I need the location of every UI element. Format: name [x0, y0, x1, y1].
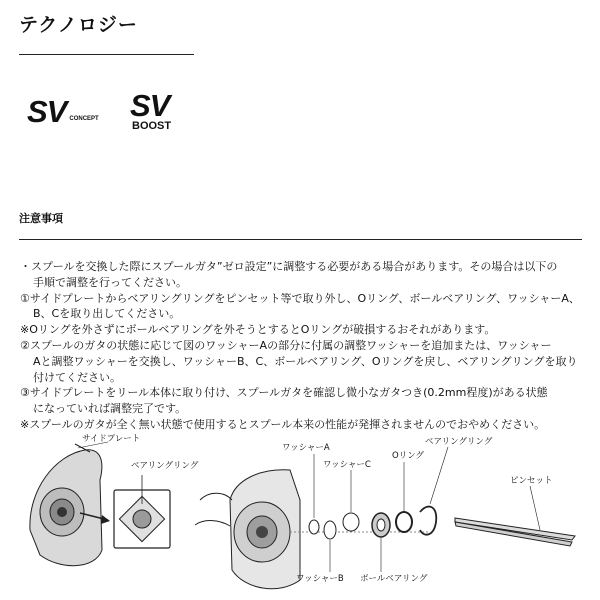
label-tweezers: ピンセット	[510, 476, 553, 486]
o-ring-part	[396, 512, 412, 532]
label-side-plate: サイドプレート	[82, 434, 141, 444]
bearing-ring-inset	[114, 475, 170, 548]
washer-b-part	[324, 521, 336, 539]
sv-concept-logo	[27, 94, 99, 130]
label-washer-c: ワッシャーC	[323, 460, 371, 470]
bearing-ring-part	[420, 507, 436, 535]
note-item: ※Oリングを外さずにボールベアリングを外そうとするとOリングが破損するおそれがあります。	[20, 323, 496, 337]
caution-divider	[19, 239, 582, 240]
note-item: ③サイドプレートをリール本体に取り付け、スプールガタを確認し微小なガタつき(0.2mm程度)がある状態 になっていれば調整完了です。	[20, 386, 548, 416]
washer-a-part	[309, 520, 319, 534]
note-item: ・スプールを交換した際にスプールガタ”ゼロ設定”に調整する必要がある場合があります。その場合は以下の 手順で調整を行ってください。	[20, 260, 558, 289]
reel-body-illustration	[195, 470, 300, 589]
note-item: ②スプールのガタの状態に応じて図のワッシャーAの部分に付属の調整ワッシャーを追加または、ワッシャー Aと調整ワッシャーを交換し、ワッシャーB、C、ボールベアリング、Oリングを戻し、ベアリングリングを取り 付けてください。	[20, 338, 578, 384]
washer-c-part	[343, 513, 359, 531]
sv-boost-logo	[130, 88, 190, 132]
side-plate-illustration	[30, 444, 102, 566]
sv-boost-logo-main: SV	[130, 88, 170, 123]
sv-concept-logo-sub: CONCEPT	[69, 116, 99, 122]
assembly-diagram	[0, 430, 600, 600]
label-o-ring: Oリング	[392, 451, 425, 461]
sv-concept-logo-main: SV	[27, 94, 67, 129]
arrow-icon	[101, 515, 110, 524]
note-item: ※スプールのガタが全く無い状態で使用するとスプール本来の性能が発揮されませんのでおやめください。	[20, 417, 546, 431]
label-ball-bearing: ボールベアリング	[360, 574, 428, 584]
label-washer-b: ワッシャーB	[296, 574, 344, 584]
note-item: ①サイドプレートからベアリングリングをピンセット等で取り外し、Oリング、ボールベアリング、ワッシャーA、 B、Cを取り出してください。	[20, 291, 580, 321]
label-washer-a: ワッシャーA	[282, 443, 330, 453]
title-divider	[19, 54, 194, 55]
exploded-parts	[290, 507, 436, 539]
caution-heading: 注意事項	[19, 212, 63, 225]
label-bearing-ring: ベアリングリング	[425, 437, 493, 447]
sv-boost-logo-sub: BOOST	[132, 120, 172, 132]
label-bearing-ring-inset: ベアリングリング	[131, 461, 199, 471]
tweezers-illustration	[455, 518, 575, 546]
caution-notes	[20, 259, 585, 433]
page-title: テクノロジー	[19, 14, 138, 36]
